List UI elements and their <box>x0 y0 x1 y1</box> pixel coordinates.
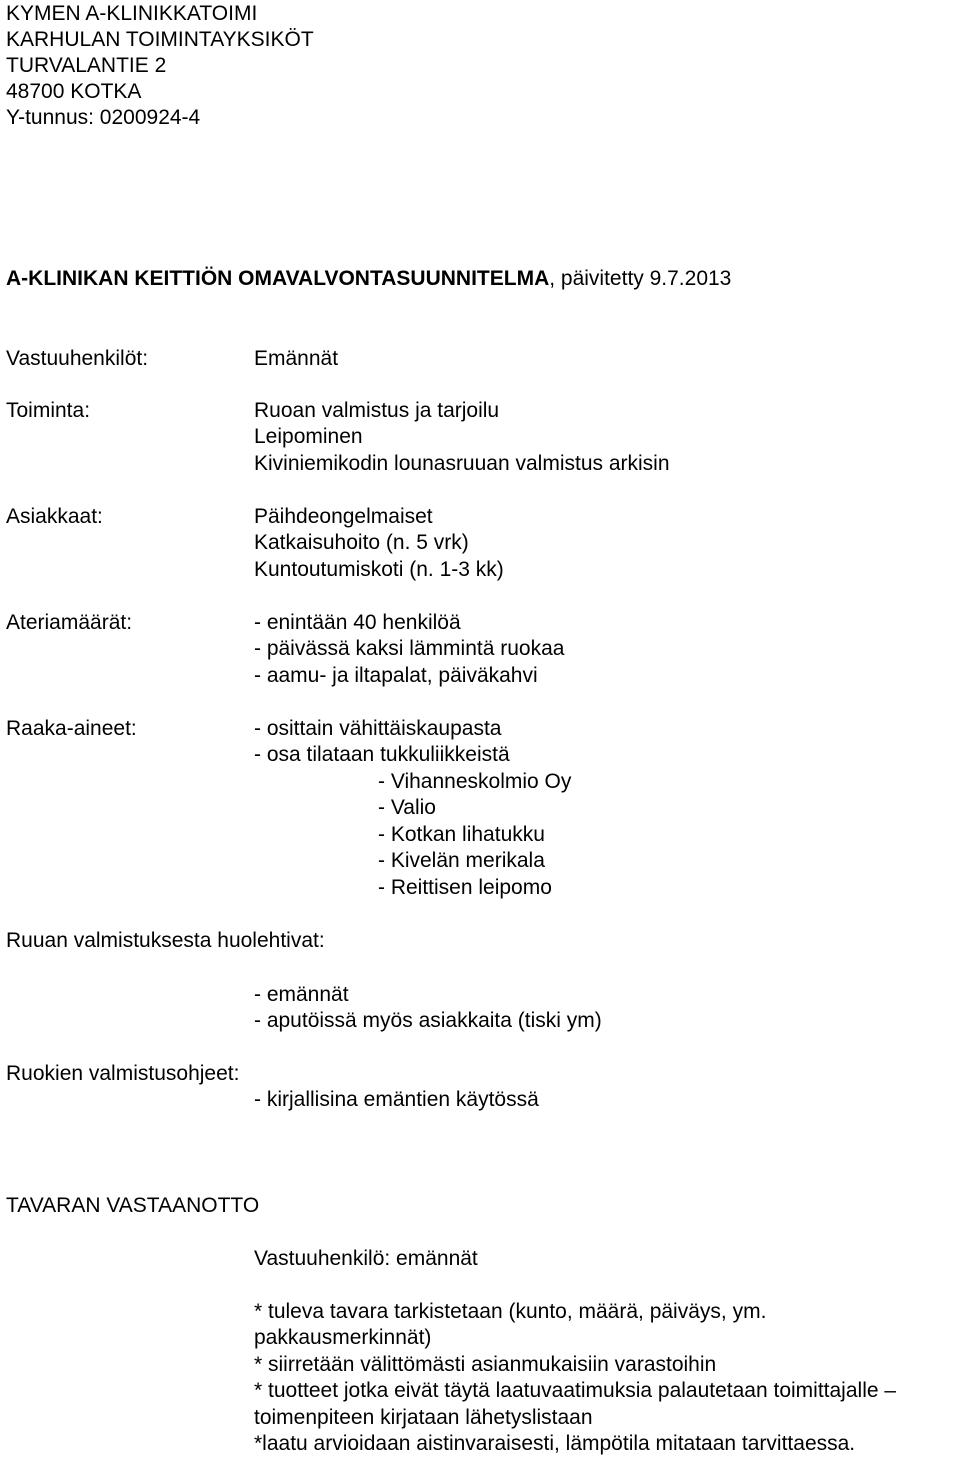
supplier-item: - Kotkan lihatukku <box>378 823 545 846</box>
label-toiminta: Toiminta: <box>6 399 91 422</box>
tavaran-vastaanotto-line: *laatu arvioidaan aistinvaraisesti, lämpötila mitataan tarvittaessa. <box>254 1432 856 1455</box>
tavaran-vastaanotto-line: * tuotteet jotka eivät täytä laatuvaatimuksia palautetaan toimittajalle – <box>254 1379 897 1402</box>
supplier-item: - Vihanneskolmio Oy <box>378 770 572 793</box>
raaka-aineet-line: - osa tilataan tukkuliikkeistä <box>254 743 510 766</box>
ateriamaarat-line: - päivässä kaksi lämmintä ruokaa <box>254 637 565 660</box>
ruuan-valmistus-line: - aputöissä myös asiakkaita (tiski ym) <box>254 1009 602 1032</box>
document-title-date: , päivitetty 9.7.2013 <box>549 267 732 290</box>
asiakkaat-line: Kuntoutumiskoti (n. 1-3 kk) <box>254 558 504 581</box>
org-unit: KARHULAN TOIMINTAYKSIKÖT <box>6 28 314 51</box>
supplier-item: - Valio <box>378 796 436 819</box>
label-ruuan-valmistus: Ruuan valmistuksesta huolehtivat: <box>6 929 325 952</box>
section-heading-tavaran-vastaanotto: TAVARAN VASTAANOTTO <box>6 1194 260 1217</box>
ruuan-valmistus-line: - emännät <box>254 983 349 1006</box>
label-valmistusohjeet: Ruokien valmistusohjeet: <box>6 1062 240 1085</box>
tavaran-vastaanotto-line: * siirretään välittömästi asianmukaisiin varastoihin <box>254 1353 717 1376</box>
supplier-item: - Kivelän merikala <box>378 849 545 872</box>
valmistusohjeet-line: - kirjallisina emäntien käytössä <box>254 1088 539 1111</box>
toiminta-line: Leipominen <box>254 425 363 448</box>
postal-address: 48700 KOTKA <box>6 80 142 103</box>
org-name: KYMEN A-KLINIKKATOIMI <box>6 2 258 25</box>
value-vastuuhenkilot: Emännät <box>254 347 339 370</box>
toiminta-line: Kiviniemikodin lounasruuan valmistus arkisin <box>254 452 670 475</box>
document-title <box>6 266 731 293</box>
asiakkaat-line: Katkaisuhoito (n. 5 vrk) <box>254 531 469 554</box>
raaka-aineet-line: - osittain vähittäiskaupasta <box>254 717 502 740</box>
toiminta-line: Ruoan valmistus ja tarjoilu <box>254 399 500 422</box>
label-asiakkaat: Asiakkaat: <box>6 505 103 528</box>
tavaran-vastaanotto-line: pakkausmerkinnät) <box>254 1326 432 1349</box>
ateriamaarat-line: - aamu- ja iltapalat, päiväkahvi <box>254 664 538 687</box>
label-ateriamaarat: Ateriamäärät: <box>6 611 133 634</box>
tavaran-vastaanotto-line: * tuleva tavara tarkistetaan (kunto, määrä, päiväys, ym. <box>254 1300 767 1323</box>
asiakkaat-line: Päihdeongelmaiset <box>254 505 433 528</box>
label-raaka-aineet: Raaka-aineet: <box>6 717 137 740</box>
document-title-main: A-KLINIKAN KEITTIÖN OMAVALVONTASUUNNITELMA <box>6 267 550 290</box>
street-address: TURVALANTIE 2 <box>6 54 167 77</box>
label-vastuuhenkilot: Vastuuhenkilöt: <box>6 347 149 370</box>
tavaran-vastaanotto-line: toimenpiteen kirjataan lähetyslistaan <box>254 1406 593 1429</box>
ateriamaarat-line: - enintään 40 henkilöä <box>254 611 461 634</box>
supplier-item: - Reittisen leipomo <box>378 876 552 899</box>
business-id: Y-tunnus: 0200924-4 <box>6 106 201 129</box>
tavaran-vastaanotto-responsible: Vastuuhenkilö: emännät <box>254 1247 478 1270</box>
